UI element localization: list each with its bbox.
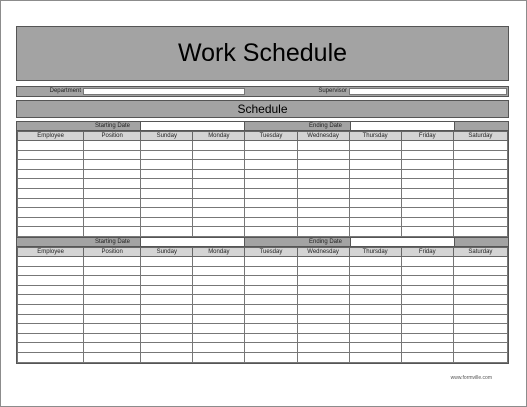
table-row	[18, 266, 508, 276]
cell-position[interactable]	[84, 160, 141, 170]
starting-date-field[interactable]	[140, 122, 245, 130]
cell-position[interactable]	[84, 295, 141, 305]
column-header-tuesday: Tuesday	[245, 248, 297, 257]
cell-position[interactable]	[84, 352, 141, 362]
cell-tuesday[interactable]	[245, 208, 297, 218]
cell-monday[interactable]	[193, 304, 245, 314]
cell-tuesday[interactable]	[245, 285, 297, 295]
cell-friday[interactable]	[401, 343, 453, 353]
cell-employee[interactable]	[18, 324, 84, 334]
cell-monday[interactable]	[193, 266, 245, 276]
cell-tuesday[interactable]	[245, 266, 297, 276]
cell-saturday[interactable]	[453, 257, 507, 267]
cell-saturday[interactable]	[453, 141, 507, 151]
cell-sunday[interactable]	[141, 304, 193, 314]
cell-friday[interactable]	[401, 324, 453, 334]
starting-date-field[interactable]	[140, 238, 245, 246]
title-bar	[16, 26, 509, 81]
cell-tuesday[interactable]	[245, 343, 297, 353]
cell-saturday[interactable]	[453, 343, 507, 353]
cell-sunday[interactable]	[141, 257, 193, 267]
cell-tuesday[interactable]	[245, 160, 297, 170]
date-row-1	[17, 122, 508, 131]
cell-friday[interactable]	[401, 179, 453, 189]
cell-position[interactable]	[84, 198, 141, 208]
column-header-tuesday: Tuesday	[245, 132, 297, 141]
cell-monday[interactable]	[193, 150, 245, 160]
cell-saturday[interactable]	[453, 314, 507, 324]
cell-wednesday[interactable]	[297, 266, 349, 276]
cell-saturday[interactable]	[453, 179, 507, 189]
schedule-block-1	[16, 121, 509, 248]
cell-position[interactable]	[84, 141, 141, 151]
cell-wednesday[interactable]	[297, 276, 349, 286]
cell-tuesday[interactable]	[245, 150, 297, 160]
table-row	[18, 227, 508, 237]
schedule-table-2	[17, 247, 508, 363]
cell-monday[interactable]	[193, 160, 245, 170]
cell-friday[interactable]	[401, 217, 453, 227]
cell-friday[interactable]	[401, 208, 453, 218]
column-header-friday: Friday	[401, 248, 453, 257]
cell-thursday[interactable]	[349, 343, 401, 353]
cell-sunday[interactable]	[141, 276, 193, 286]
cell-monday[interactable]	[193, 217, 245, 227]
cell-wednesday[interactable]	[297, 314, 349, 324]
ending-date-field[interactable]	[350, 238, 455, 246]
schedule-table-1	[17, 131, 508, 247]
cell-wednesday[interactable]	[297, 352, 349, 362]
cell-tuesday[interactable]	[245, 314, 297, 324]
column-header-wednesday: Wednesday	[297, 248, 349, 257]
cell-thursday[interactable]	[349, 150, 401, 160]
table-row	[18, 217, 508, 227]
cell-wednesday[interactable]	[297, 333, 349, 343]
column-header-sunday: Sunday	[141, 132, 193, 141]
cell-wednesday[interactable]	[297, 208, 349, 218]
column-header-saturday: Saturday	[453, 248, 507, 257]
cell-position[interactable]	[84, 188, 141, 198]
cell-thursday[interactable]	[349, 188, 401, 198]
table-row	[18, 352, 508, 362]
page-title: Work Schedule	[177, 39, 348, 67]
table-row	[18, 304, 508, 314]
cell-employee[interactable]	[18, 333, 84, 343]
cell-employee[interactable]	[18, 304, 84, 314]
column-header-friday: Friday	[401, 132, 453, 141]
schedule-block-2	[16, 237, 509, 364]
schedule-header	[16, 100, 509, 118]
column-header-monday: Monday	[193, 132, 245, 141]
cell-employee[interactable]	[18, 160, 84, 170]
cell-monday[interactable]	[193, 141, 245, 151]
cell-sunday[interactable]	[141, 285, 193, 295]
column-header-employee: Employee	[18, 248, 84, 257]
column-header-row	[18, 132, 508, 141]
cell-employee[interactable]	[18, 227, 84, 237]
cell-sunday[interactable]	[141, 179, 193, 189]
department-field[interactable]	[83, 88, 245, 95]
department-supervisor-row	[16, 86, 509, 97]
cell-position[interactable]	[84, 208, 141, 218]
cell-friday[interactable]	[401, 266, 453, 276]
cell-saturday[interactable]	[453, 227, 507, 237]
cell-friday[interactable]	[401, 276, 453, 286]
cell-wednesday[interactable]	[297, 285, 349, 295]
cell-employee[interactable]	[18, 343, 84, 353]
cell-thursday[interactable]	[349, 217, 401, 227]
footer-url: www.formville.com	[450, 375, 492, 381]
cell-friday[interactable]	[401, 352, 453, 362]
cell-employee[interactable]	[18, 150, 84, 160]
ending-date-field[interactable]	[350, 122, 455, 130]
cell-tuesday[interactable]	[245, 188, 297, 198]
cell-sunday[interactable]	[141, 217, 193, 227]
cell-wednesday[interactable]	[297, 198, 349, 208]
cell-wednesday[interactable]	[297, 150, 349, 160]
cell-sunday[interactable]	[141, 208, 193, 218]
cell-wednesday[interactable]	[297, 304, 349, 314]
cell-thursday[interactable]	[349, 266, 401, 276]
cell-thursday[interactable]	[349, 198, 401, 208]
cell-tuesday[interactable]	[245, 324, 297, 334]
cell-tuesday[interactable]	[245, 276, 297, 286]
cell-saturday[interactable]	[453, 304, 507, 314]
cell-thursday[interactable]	[349, 333, 401, 343]
table-row	[18, 141, 508, 151]
cell-position[interactable]	[84, 179, 141, 189]
cell-tuesday[interactable]	[245, 179, 297, 189]
cell-thursday[interactable]	[349, 160, 401, 170]
cell-saturday[interactable]	[453, 324, 507, 334]
cell-friday[interactable]	[401, 295, 453, 305]
cell-employee[interactable]	[18, 179, 84, 189]
table-row	[18, 198, 508, 208]
cell-saturday[interactable]	[453, 188, 507, 198]
cell-position[interactable]	[84, 227, 141, 237]
cell-tuesday[interactable]	[245, 295, 297, 305]
cell-sunday[interactable]	[141, 343, 193, 353]
cell-friday[interactable]	[401, 333, 453, 343]
cell-sunday[interactable]	[141, 141, 193, 151]
cell-wednesday[interactable]	[297, 257, 349, 267]
cell-wednesday[interactable]	[297, 343, 349, 353]
cell-saturday[interactable]	[453, 285, 507, 295]
department-label: Department	[49, 88, 81, 94]
cell-wednesday[interactable]	[297, 141, 349, 151]
cell-monday[interactable]	[193, 333, 245, 343]
cell-thursday[interactable]	[349, 179, 401, 189]
starting-date-label: Starting Date	[95, 123, 131, 129]
cell-position[interactable]	[84, 276, 141, 286]
column-header-monday: Monday	[193, 248, 245, 257]
cell-employee[interactable]	[18, 169, 84, 179]
table-row	[18, 333, 508, 343]
date-row-2	[17, 238, 508, 247]
cell-position[interactable]	[84, 314, 141, 324]
cell-thursday[interactable]	[349, 257, 401, 267]
cell-wednesday[interactable]	[297, 227, 349, 237]
cell-employee[interactable]	[18, 198, 84, 208]
cell-sunday[interactable]	[141, 188, 193, 198]
cell-sunday[interactable]	[141, 227, 193, 237]
cell-monday[interactable]	[193, 343, 245, 353]
ending-date-label: Ending Date	[309, 239, 343, 245]
cell-wednesday[interactable]	[297, 160, 349, 170]
cell-saturday[interactable]	[453, 333, 507, 343]
cell-monday[interactable]	[193, 198, 245, 208]
supervisor-field[interactable]	[349, 88, 507, 95]
column-header-position: Position	[84, 248, 141, 257]
cell-monday[interactable]	[193, 295, 245, 305]
table-row	[18, 257, 508, 267]
cell-employee[interactable]	[18, 141, 84, 151]
cell-position[interactable]	[84, 150, 141, 160]
cell-friday[interactable]	[401, 188, 453, 198]
column-header-row	[18, 248, 508, 257]
cell-saturday[interactable]	[453, 217, 507, 227]
cell-tuesday[interactable]	[245, 257, 297, 267]
cell-sunday[interactable]	[141, 324, 193, 334]
cell-sunday[interactable]	[141, 169, 193, 179]
cell-tuesday[interactable]	[245, 169, 297, 179]
table-row	[18, 285, 508, 295]
cell-employee[interactable]	[18, 285, 84, 295]
column-header-thursday: Thursday	[349, 248, 401, 257]
cell-saturday[interactable]	[453, 150, 507, 160]
starting-date-label: Starting Date	[95, 239, 131, 245]
cell-friday[interactable]	[401, 314, 453, 324]
cell-employee[interactable]	[18, 266, 84, 276]
cell-tuesday[interactable]	[245, 227, 297, 237]
cell-position[interactable]	[84, 169, 141, 179]
cell-saturday[interactable]	[453, 276, 507, 286]
table-row	[18, 295, 508, 305]
cell-thursday[interactable]	[349, 208, 401, 218]
table-row	[18, 208, 508, 218]
cell-tuesday[interactable]	[245, 198, 297, 208]
cell-friday[interactable]	[401, 257, 453, 267]
column-header-sunday: Sunday	[141, 248, 193, 257]
cell-employee[interactable]	[18, 352, 84, 362]
cell-thursday[interactable]	[349, 169, 401, 179]
cell-position[interactable]	[84, 343, 141, 353]
cell-saturday[interactable]	[453, 208, 507, 218]
cell-saturday[interactable]	[453, 160, 507, 170]
cell-monday[interactable]	[193, 276, 245, 286]
cell-saturday[interactable]	[453, 266, 507, 276]
cell-wednesday[interactable]	[297, 295, 349, 305]
cell-thursday[interactable]	[349, 352, 401, 362]
cell-monday[interactable]	[193, 314, 245, 324]
schedule-title: Schedule	[237, 102, 288, 116]
cell-tuesday[interactable]	[245, 217, 297, 227]
cell-sunday[interactable]	[141, 160, 193, 170]
cell-wednesday[interactable]	[297, 179, 349, 189]
cell-monday[interactable]	[193, 257, 245, 267]
table-row	[18, 314, 508, 324]
cell-wednesday[interactable]	[297, 188, 349, 198]
ending-date-label: Ending Date	[309, 123, 343, 129]
cell-thursday[interactable]	[349, 314, 401, 324]
cell-employee[interactable]	[18, 276, 84, 286]
cell-position[interactable]	[84, 304, 141, 314]
cell-friday[interactable]	[401, 227, 453, 237]
cell-saturday[interactable]	[453, 169, 507, 179]
table-row	[18, 343, 508, 353]
table-row	[18, 276, 508, 286]
table-row	[18, 160, 508, 170]
cell-wednesday[interactable]	[297, 217, 349, 227]
cell-friday[interactable]	[401, 169, 453, 179]
cell-saturday[interactable]	[453, 352, 507, 362]
table-row	[18, 169, 508, 179]
cell-position[interactable]	[84, 257, 141, 267]
cell-sunday[interactable]	[141, 352, 193, 362]
cell-employee[interactable]	[18, 217, 84, 227]
cell-thursday[interactable]	[349, 324, 401, 334]
cell-thursday[interactable]	[349, 295, 401, 305]
column-header-wednesday: Wednesday	[297, 132, 349, 141]
cell-monday[interactable]	[193, 324, 245, 334]
cell-position[interactable]	[84, 285, 141, 295]
cell-sunday[interactable]	[141, 295, 193, 305]
cell-sunday[interactable]	[141, 150, 193, 160]
cell-thursday[interactable]	[349, 141, 401, 151]
table-row	[18, 179, 508, 189]
cell-tuesday[interactable]	[245, 141, 297, 151]
cell-employee[interactable]	[18, 295, 84, 305]
cell-sunday[interactable]	[141, 266, 193, 276]
cell-friday[interactable]	[401, 160, 453, 170]
cell-employee[interactable]	[18, 314, 84, 324]
cell-sunday[interactable]	[141, 314, 193, 324]
cell-position[interactable]	[84, 217, 141, 227]
cell-position[interactable]	[84, 333, 141, 343]
cell-friday[interactable]	[401, 198, 453, 208]
cell-thursday[interactable]	[349, 304, 401, 314]
cell-tuesday[interactable]	[245, 333, 297, 343]
supervisor-label: Supervisor	[318, 88, 347, 94]
cell-friday[interactable]	[401, 150, 453, 160]
column-header-saturday: Saturday	[453, 132, 507, 141]
cell-tuesday[interactable]	[245, 304, 297, 314]
column-header-position: Position	[84, 132, 141, 141]
cell-saturday[interactable]	[453, 295, 507, 305]
cell-thursday[interactable]	[349, 285, 401, 295]
column-header-employee: Employee	[18, 132, 84, 141]
cell-position[interactable]	[84, 324, 141, 334]
cell-saturday[interactable]	[453, 198, 507, 208]
cell-monday[interactable]	[193, 169, 245, 179]
cell-tuesday[interactable]	[245, 352, 297, 362]
cell-wednesday[interactable]	[297, 169, 349, 179]
cell-monday[interactable]	[193, 227, 245, 237]
cell-friday[interactable]	[401, 141, 453, 151]
cell-employee[interactable]	[18, 208, 84, 218]
cell-employee[interactable]	[18, 188, 84, 198]
cell-sunday[interactable]	[141, 198, 193, 208]
table-row	[18, 188, 508, 198]
cell-wednesday[interactable]	[297, 324, 349, 334]
cell-monday[interactable]	[193, 188, 245, 198]
cell-position[interactable]	[84, 266, 141, 276]
cell-monday[interactable]	[193, 208, 245, 218]
cell-employee[interactable]	[18, 257, 84, 267]
cell-thursday[interactable]	[349, 276, 401, 286]
cell-monday[interactable]	[193, 179, 245, 189]
cell-monday[interactable]	[193, 285, 245, 295]
cell-monday[interactable]	[193, 352, 245, 362]
table-row	[18, 324, 508, 334]
cell-friday[interactable]	[401, 304, 453, 314]
cell-friday[interactable]	[401, 285, 453, 295]
cell-thursday[interactable]	[349, 227, 401, 237]
column-header-thursday: Thursday	[349, 132, 401, 141]
cell-sunday[interactable]	[141, 333, 193, 343]
table-row	[18, 150, 508, 160]
